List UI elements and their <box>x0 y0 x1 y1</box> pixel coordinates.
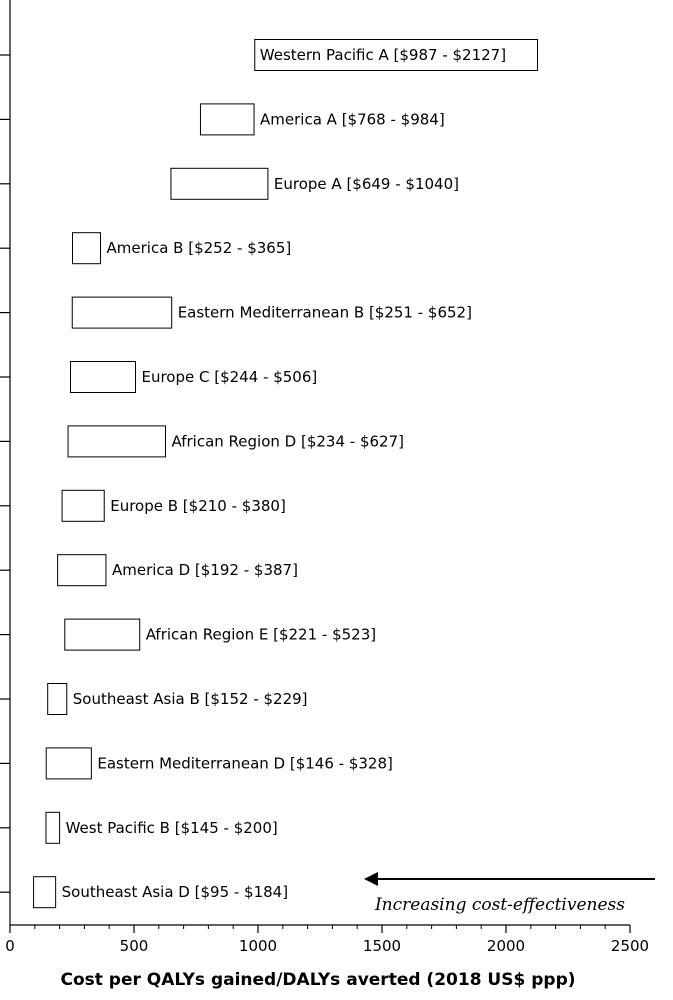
cost-effectiveness-annotation <box>364 872 655 915</box>
annotation-arrow-head <box>364 872 378 886</box>
x-tick-label: 0 <box>5 937 15 955</box>
bar-label: Southeast Asia D [$95 - $184] <box>61 883 289 902</box>
range-bar <box>171 168 268 199</box>
range-bar <box>46 812 60 843</box>
x-axis <box>5 925 649 955</box>
range-bar <box>58 555 106 586</box>
bar-label: African Region D [$234 - $627] <box>171 432 404 451</box>
bar-label: America A [$768 - $984] <box>260 110 445 129</box>
bar-label: Europe A [$649 - $1040] <box>273 174 460 193</box>
x-tick-label: 1500 <box>362 937 402 955</box>
x-tick-label: 1000 <box>238 937 278 955</box>
plot-area <box>34 40 538 908</box>
bar-label: Europe B [$210 - $380] <box>110 496 286 515</box>
bar-label: Western Pacific A [$987 - $2127] <box>259 46 507 64</box>
range-bar <box>72 297 171 328</box>
y-axis <box>0 0 10 925</box>
bar-label: African Region E [$221 - $523] <box>145 625 377 644</box>
range-bar <box>200 104 254 135</box>
bar-label: Eastern Mediterranean B [$251 - $652] <box>177 303 472 322</box>
x-tick-label: 2000 <box>486 937 526 955</box>
x-tick-label: 500 <box>119 937 149 955</box>
range-bar <box>65 619 140 650</box>
bar-label: West Pacific B [$145 - $200] <box>65 818 278 837</box>
bar-label: Europe C [$244 - $506] <box>141 368 318 386</box>
range-bar <box>46 748 91 779</box>
bar-label: Eastern Mediterranean D [$146 - $328] <box>97 754 393 773</box>
range-bar <box>71 362 136 393</box>
bar-label: America B [$252 - $365] <box>106 239 292 258</box>
bar-label: America D [$192 - $387] <box>111 561 298 580</box>
x-axis-title: Cost per QALYs gained/DALYs averted (2018 US$ ppp) <box>60 970 576 990</box>
range-bar <box>34 877 56 908</box>
range-bar <box>48 684 67 715</box>
range-bar <box>68 426 165 457</box>
x-tick-label: 2500 <box>610 937 650 955</box>
bar-label: Southeast Asia B [$152 - $229] <box>72 690 308 708</box>
range-bar <box>62 490 104 521</box>
range-bar <box>72 233 100 264</box>
annotation-text: Increasing cost-effectiveness <box>374 895 625 915</box>
